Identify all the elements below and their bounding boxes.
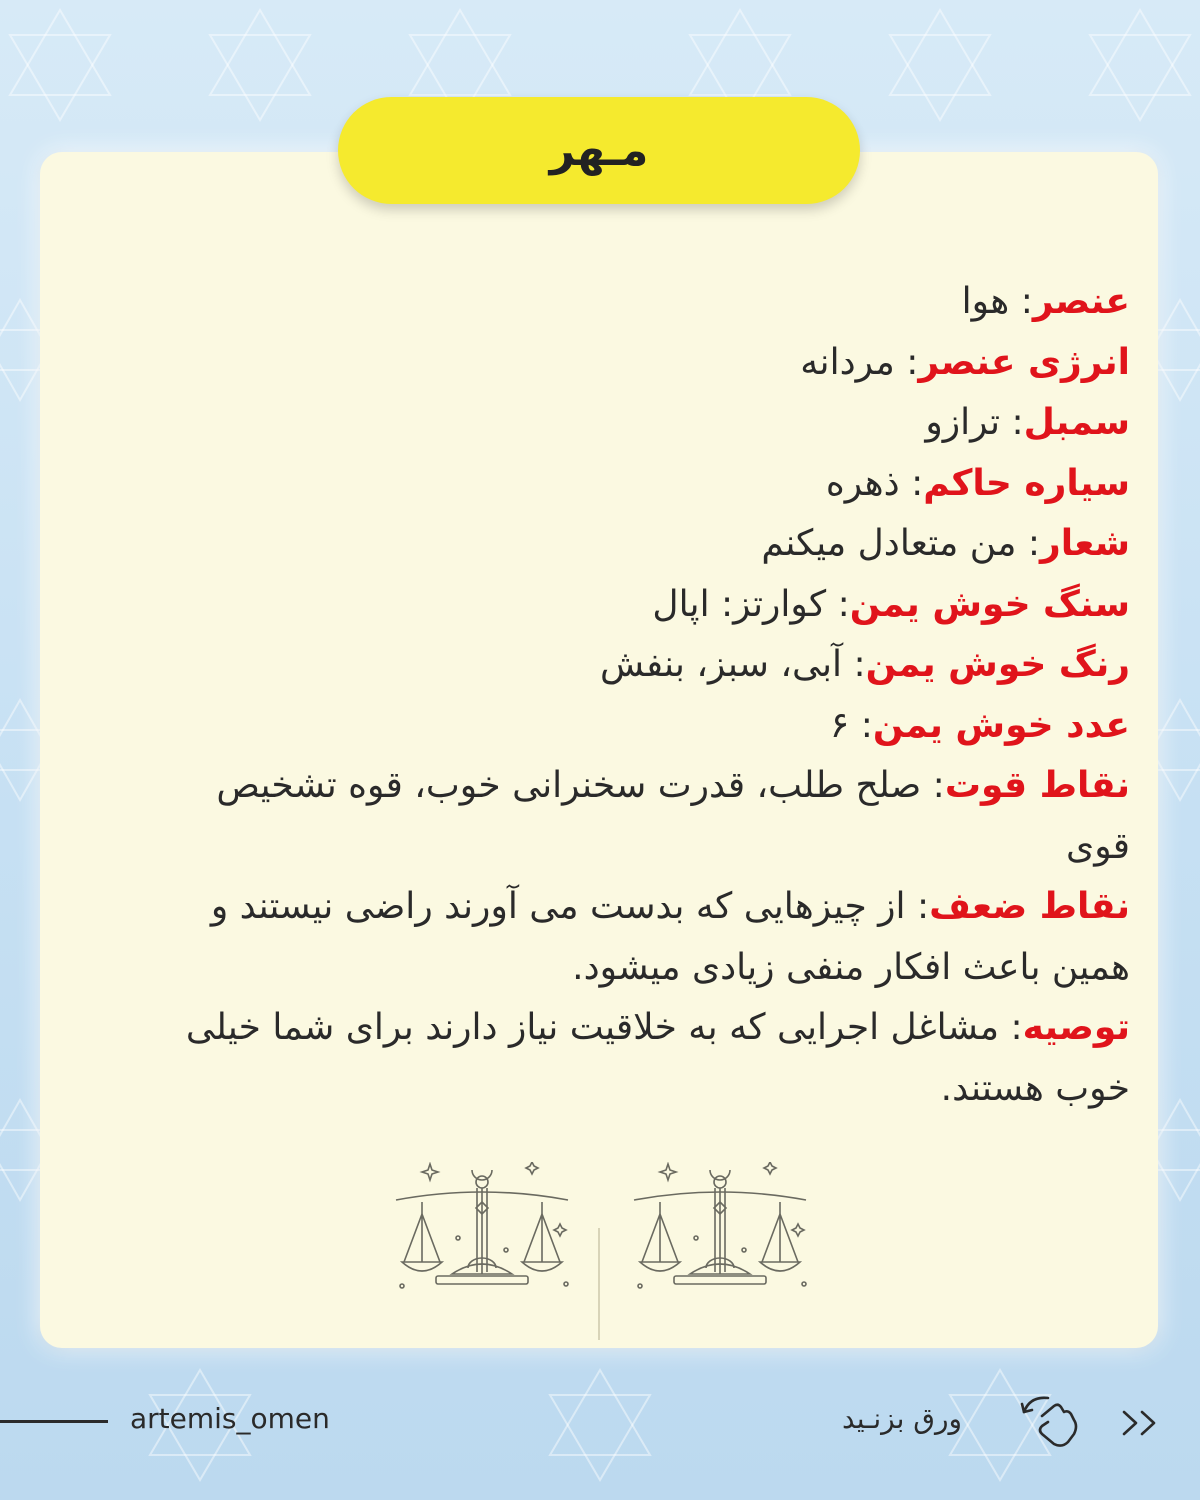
trait-key: سنگ خوش یمن (849, 583, 1130, 625)
page-title: مـهر (549, 125, 649, 176)
trait-key: انرژی عنصر (918, 341, 1130, 383)
trait-value: مشاغل اجرایی که به خلاقیت نیاز دارند برای شما خیلی خوب هستند. (185, 1007, 1130, 1109)
trait-line: توصیه: مشاغل اجرایی که به خلاقیت نیاز دارند برای شما خیلی خوب هستند. (185, 1007, 1130, 1109)
trait-line: رنگ خوش یمن: آبی، سبز، بنفش (599, 644, 1130, 685)
trait-key: توصیه (1022, 1007, 1130, 1048)
trait-value: مردانه (800, 341, 895, 383)
trait-value: ذهره (825, 462, 900, 504)
trait-key: سیاره حاکم (923, 462, 1130, 504)
trait-key: سمبل (1023, 402, 1130, 443)
traits-list (150, 272, 1130, 1119)
trait-value: صلح طلب، قدرت سخنرانی خوب، قوه تشخیص قوی (216, 765, 1130, 867)
trait-line: عدد خوش یمن: ۶ (829, 704, 1130, 746)
trait-line: انرژی عنصر: مردانه (800, 341, 1130, 383)
footer-line (0, 1420, 108, 1423)
libra-scales-icon (630, 1162, 810, 1292)
trait-key: عنصر (1032, 281, 1130, 322)
trait-line: سمبل: ترازو (925, 402, 1130, 443)
trait-line: شعار: من متعادل میکنم (761, 523, 1130, 564)
trait-value: آبی، سبز، بنفش (599, 644, 842, 685)
double-chevron-right-icon[interactable] (1120, 1408, 1162, 1438)
trait-value: هوا (961, 281, 1010, 322)
title-banner (338, 97, 860, 204)
account-handle: artemis_omen (130, 1402, 330, 1435)
trait-key: نقاط ضعف (929, 886, 1130, 927)
trait-line: سنگ خوش یمن: کوارتز: اپال (652, 583, 1130, 625)
trait-line: نقاط ضعف: از چیزهایی که بدست می آورند راضی نیستند و همین باعث افکار منفی زیادی میشود. (210, 886, 1130, 988)
swipe-label: ورق بزنـید (842, 1402, 963, 1435)
trait-value: کوارتز: اپال (652, 583, 827, 625)
trait-value: من متعادل میکنم (761, 523, 1017, 564)
trait-key: شعار (1040, 523, 1130, 564)
trait-value: از چیزهایی که بدست می آورند راضی نیستند و همین باعث افکار منفی زیادی میشود. (210, 886, 1130, 988)
trait-value: ترازو (925, 402, 1001, 443)
libra-scales-icon (392, 1162, 572, 1292)
swipe-hand-icon (1018, 1390, 1086, 1450)
trait-key: رنگ خوش یمن (865, 644, 1130, 685)
divider (598, 1228, 600, 1340)
trait-key: نقاط قوت (944, 765, 1130, 806)
trait-key: عدد خوش یمن (872, 704, 1130, 746)
trait-value: ۶ (829, 704, 850, 746)
trait-line: عنصر: هوا (961, 281, 1130, 322)
trait-line: نقاط قوت: صلح طلب، قدرت سخنرانی خوب، قوه تشخیص قوی (216, 765, 1130, 867)
trait-line: سیاره حاکم: ذهره (825, 462, 1130, 504)
